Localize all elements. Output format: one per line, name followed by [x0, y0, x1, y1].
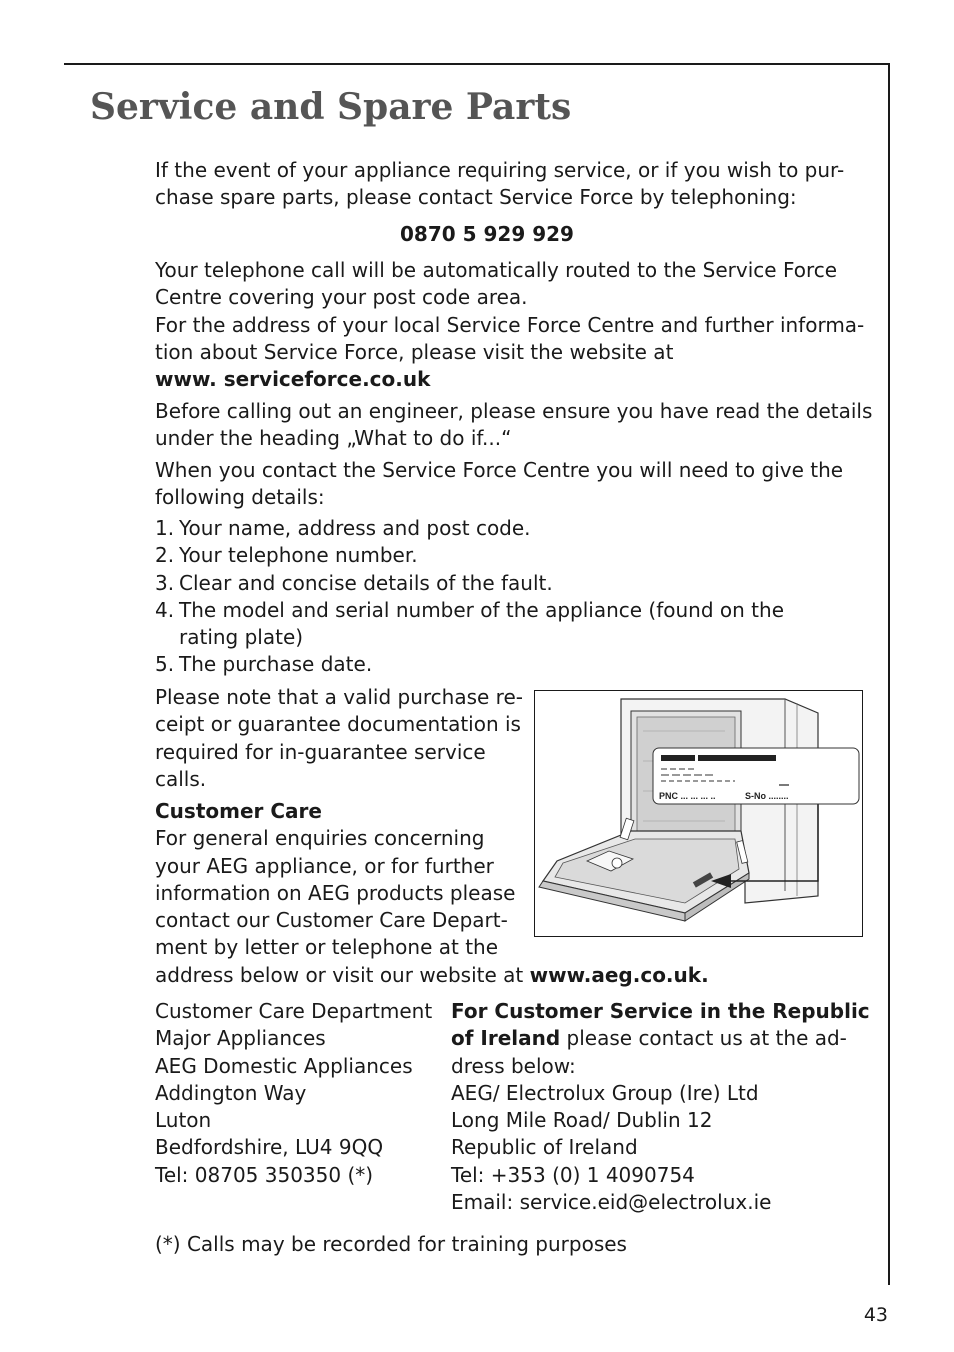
receipt-paragraph: Please note that a valid purchase re- ceipt or guarantee documentation is required for in-guarantee service calls. [155, 685, 523, 791]
rating-plate-pnc: PNC ... ... ... .. [659, 791, 716, 801]
details-list [155, 515, 875, 679]
intro-paragraph [155, 157, 844, 212]
customer-care-heading: Customer Care [155, 799, 322, 823]
routing-line-1: Your telephone call will be automatically routed to the Service Force [155, 258, 838, 282]
contact-line-1: When you contact the Service Force Centre you will need to give the [155, 458, 844, 482]
ireland-heading: For Customer Service in the Republic [451, 999, 870, 1023]
routing-line-2: Centre covering your post code area. [155, 285, 528, 310]
before-line-2: under the heading „What to do if...“ [155, 426, 512, 451]
list-item: 3. Clear and concise details of the fault. [155, 570, 553, 595]
customer-care-section: Customer Care For general enquiries concerning your AEG appliance, or for further information on AEG products please contact our Customer Care Depart- ment by letter or telephone at the address below or visit our website at www.aeg.co.uk. [155, 799, 709, 987]
dishwasher-rating-plate-illustration [534, 690, 863, 937]
list-item: 5. The purchase date. [155, 652, 373, 677]
ireland-address-block: For Customer Service in the Republic of Ireland please contact us at the ad- dress below: AEG/ Electrolux Group (Ire) Ltd Long Mile Road/ Dublin 12 Republic of Ireland Tel: +353 (0) 1 4090754 Email: service.eid@electrolux.ie [451, 999, 870, 1215]
intro-line-2: chase spare parts, please contact Service Force by telephoning: [155, 185, 797, 210]
page-number: 43 [863, 1304, 888, 1326]
address-line-2: tion about Service Force, please visit the website at [155, 339, 674, 364]
list-item: 1. Your name, address and post code. [155, 516, 531, 540]
list-item: 2. Your telephone number. [155, 543, 418, 568]
before-calling-paragraph [155, 398, 872, 453]
routing-paragraph [155, 257, 864, 393]
intro-line-1: If the event of your appliance requiring service, or if you wish to pur- [155, 158, 845, 182]
rating-plate-sno: S-No ........ [745, 791, 789, 801]
footnote: (*) Calls may be recorded for training purposes [155, 1232, 627, 1256]
before-line-1: Before calling out an engineer, please ensure you have read the details [155, 399, 873, 423]
uk-address-block: Customer Care Department Major Appliances AEG Domestic Appliances Addington Way Luton Bedfordshire, LU4 9QQ Tel: 08705 350350 (*) [155, 999, 433, 1187]
aeg-website-link[interactable]: www.aeg.co.uk. [529, 962, 709, 987]
dishwasher-illustration [535, 691, 862, 936]
contact-line-2: following details: [155, 485, 325, 510]
list-item: 4. The model and serial number of the appliance (found on the rating plate) [155, 597, 784, 650]
page-title: Service and Spare Parts [90, 86, 572, 128]
ireland-email-link[interactable]: Email: service.eid@electrolux.ie [451, 1190, 772, 1215]
contact-details-paragraph [155, 457, 843, 512]
address-line-1: For the address of your local Service Force Centre and further informa- [155, 312, 865, 337]
service-phone-number: 0870 5 929 929 [400, 222, 574, 246]
top-rule [64, 63, 890, 65]
serviceforce-website-link[interactable]: www. serviceforce.co.uk [155, 367, 431, 392]
right-rule [888, 63, 890, 1285]
